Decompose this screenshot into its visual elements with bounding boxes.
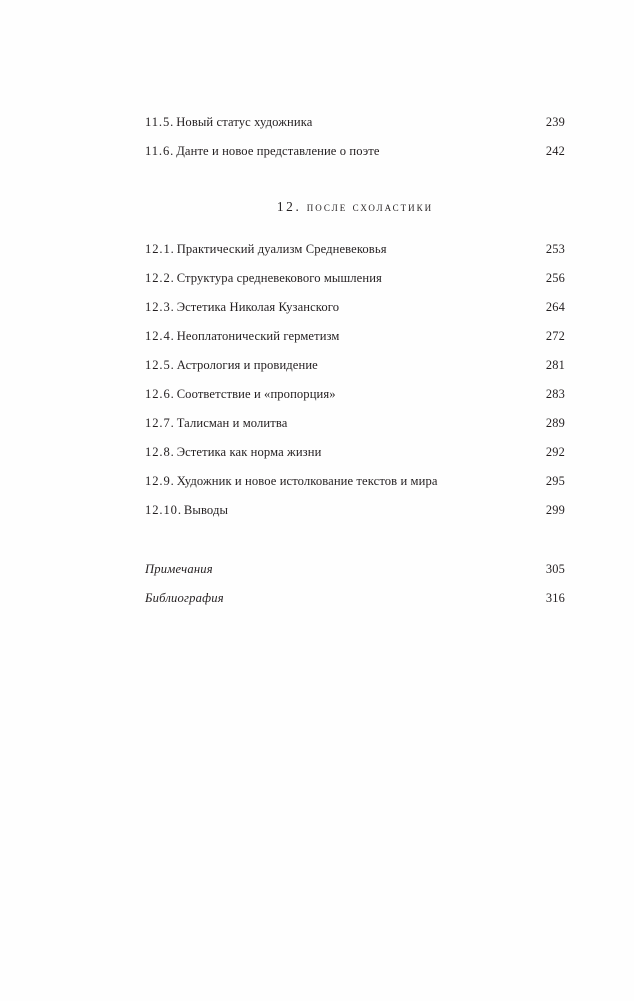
- toc-entry-title: Неоплатонический герметизм: [176, 329, 340, 343]
- toc-entry-title: Библиография: [145, 591, 224, 605]
- toc-entry-label: [145, 555, 213, 584]
- toc-entry-page-number: 292: [545, 445, 565, 459]
- toc-entry-number: 12.10.: [145, 503, 182, 517]
- toc-entry-title: Соответствие и «пропорция»: [176, 387, 336, 401]
- toc-section-previous-chapter: [145, 108, 565, 166]
- toc-entry-label: [145, 264, 382, 293]
- toc-entry-number: 12.6.: [145, 387, 175, 401]
- toc-entry-page-number: 253: [545, 242, 565, 256]
- toc-entry-page-number: 305: [545, 562, 565, 576]
- toc-entry-title: Выводы: [183, 503, 229, 517]
- toc-entry-title: Структура средневекового мышления: [176, 271, 382, 285]
- toc-leader-dots: [345, 298, 545, 311]
- chapter-title: после схоластики: [306, 199, 434, 214]
- toc-entry-number: 12.5.: [145, 358, 175, 372]
- chapter-number: 12.: [276, 199, 302, 214]
- toc-entry-number: 12.3.: [145, 300, 175, 314]
- spacer-before-back-matter: [145, 525, 565, 555]
- toc-entry-title: Новый статус художника: [176, 115, 313, 129]
- toc-leader-dots: [318, 113, 544, 126]
- toc-entry-label: [145, 496, 228, 525]
- toc-entry-label: [145, 108, 312, 137]
- toc-section-back-matter: [145, 555, 565, 613]
- toc-entry[interactable]: [145, 555, 565, 584]
- toc-entry-title: Практический дуализм Средневековья: [176, 242, 387, 256]
- toc-entry-page-number: 283: [545, 387, 565, 401]
- toc-leader-dots: [346, 327, 545, 340]
- toc-leader-dots: [388, 269, 545, 282]
- toc-entry-label: [145, 235, 387, 264]
- toc-entry-label: [145, 467, 438, 496]
- toc-entry[interactable]: [145, 264, 565, 293]
- toc-entry-title: Талисман и молитва: [176, 416, 288, 430]
- spacer-after-chapter-heading: [145, 221, 565, 235]
- toc-entry-page-number: 272: [545, 329, 565, 343]
- toc-leader-dots: [230, 589, 545, 602]
- toc-entry-label: [145, 438, 321, 467]
- toc-leader-dots: [444, 472, 545, 485]
- toc-entry[interactable]: [145, 351, 565, 380]
- toc-section-chapter-12: [145, 235, 565, 525]
- chapter-heading: [145, 192, 565, 221]
- toc-entry-label: [145, 322, 340, 351]
- toc-entry-page-number: 239: [545, 115, 565, 129]
- toc-leader-dots: [219, 560, 545, 573]
- toc-entry-number: 11.6.: [145, 144, 175, 158]
- toc-entry-label: [145, 409, 287, 438]
- toc-entry-label: [145, 137, 380, 166]
- toc-leader-dots: [393, 240, 545, 253]
- toc-entry-page-number: 316: [545, 591, 565, 605]
- toc-entry[interactable]: [145, 584, 565, 613]
- toc-leader-dots: [303, 414, 544, 427]
- toc-entry[interactable]: [145, 235, 565, 264]
- spacer-before-chapter-heading: [145, 166, 565, 192]
- toc-entry-page-number: 256: [545, 271, 565, 285]
- toc-entry-number: 12.8.: [145, 445, 175, 459]
- toc-entry[interactable]: [145, 496, 565, 525]
- toc-entry-page-number: 264: [545, 300, 565, 314]
- toc-entry-number: 11.5.: [145, 115, 175, 129]
- toc-entry-page-number: 295: [545, 474, 565, 488]
- toc-entry-title: Данте и новое представление о поэте: [176, 144, 380, 158]
- toc-entry-number: 12.9.: [145, 474, 175, 488]
- toc-entry[interactable]: [145, 293, 565, 322]
- toc-entry[interactable]: [145, 322, 565, 351]
- toc-entry-page-number: 281: [545, 358, 565, 372]
- toc-entry-number: 12.4.: [145, 329, 175, 343]
- toc-leader-dots: [386, 142, 545, 155]
- toc-entry-label: [145, 584, 224, 613]
- toc-entry-number: 12.2.: [145, 271, 175, 285]
- toc-entry[interactable]: [145, 380, 565, 409]
- toc-entry-title: Эстетика Николая Кузанского: [176, 300, 340, 314]
- toc-entry[interactable]: [145, 108, 565, 137]
- toc-entry-label: [145, 351, 318, 380]
- toc-leader-dots: [244, 501, 545, 514]
- toc-leader-dots: [327, 443, 544, 456]
- toc-entry-number: 12.7.: [145, 416, 175, 430]
- toc-entry-label: [145, 380, 336, 409]
- toc-entry-page-number: 242: [545, 144, 565, 158]
- toc-entry-page-number: 299: [545, 503, 565, 517]
- toc-entry[interactable]: [145, 438, 565, 467]
- toc-entry-page-number: 289: [545, 416, 565, 430]
- toc-entry-title: Эстетика как норма жизни: [176, 445, 322, 459]
- toc-entry[interactable]: [145, 137, 565, 166]
- toc-entry[interactable]: [145, 467, 565, 496]
- toc-leader-dots: [324, 356, 545, 369]
- toc-leader-dots: [352, 385, 545, 398]
- table-of-contents: [145, 108, 565, 613]
- toc-entry-number: 12.1.: [145, 242, 175, 256]
- toc-entry-title: Художник и новое истолкование текстов и мира: [176, 474, 438, 488]
- toc-entry-title: Примечания: [145, 562, 213, 576]
- toc-entry[interactable]: [145, 409, 565, 438]
- toc-entry-title: Астрология и провидение: [176, 358, 318, 372]
- toc-entry-label: [145, 293, 339, 322]
